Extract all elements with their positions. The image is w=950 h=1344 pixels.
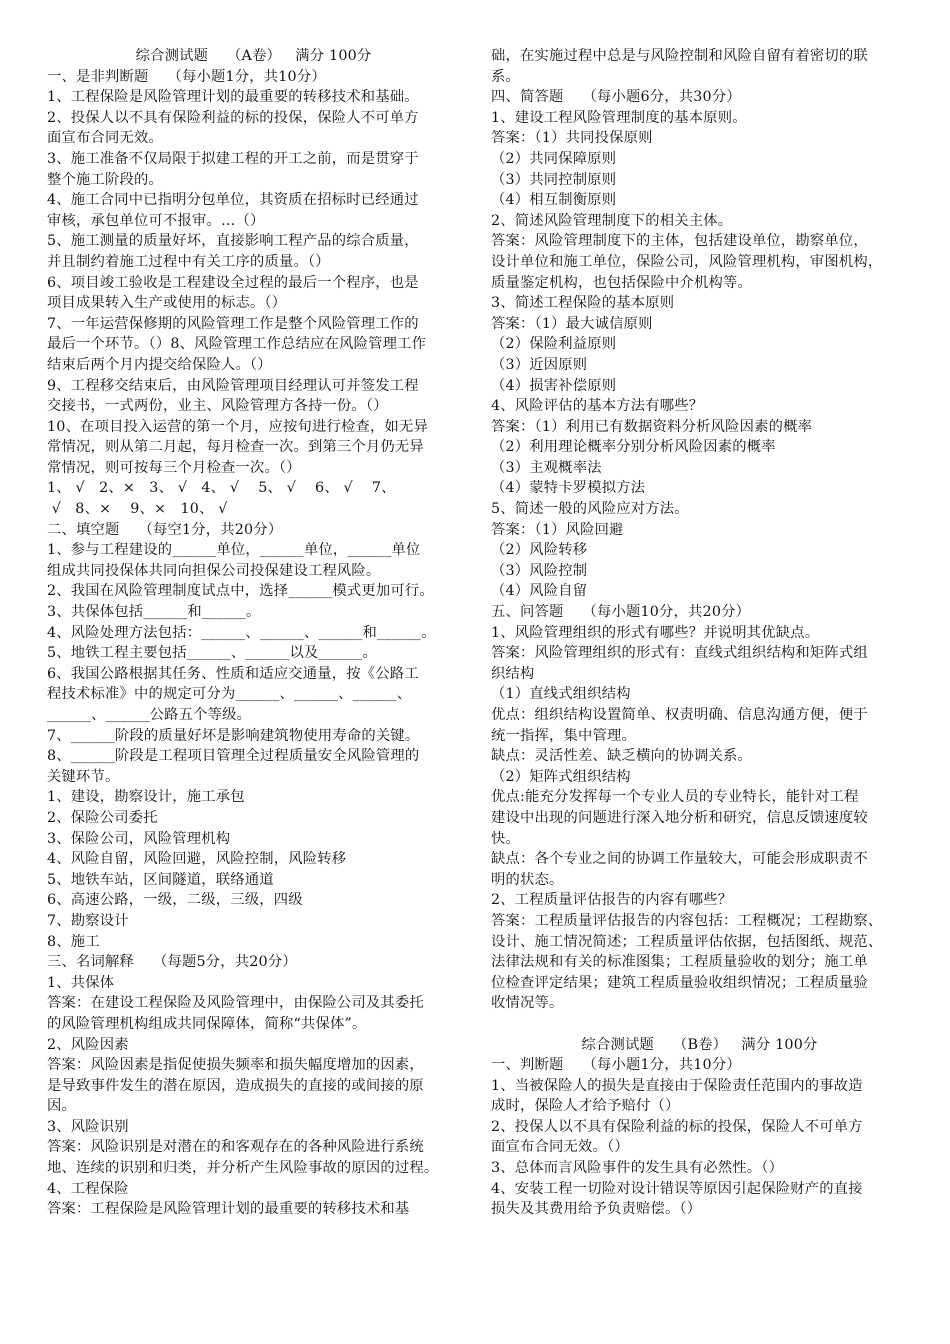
text-line: 答案：（1）风险回避 [491, 521, 624, 538]
text-line: 1、工程保险是风险管理计划的最重要的转移技术和基础。 [47, 89, 419, 106]
text-line: 结束后两个月内提交给保险人。（） [47, 356, 272, 373]
text-line: 3、简述工程保险的基本原则 [491, 295, 675, 312]
right-column [491, 46, 908, 1220]
text-line: 2、保险公司委托 [47, 809, 158, 826]
text-line: （3）近因原则 [491, 356, 588, 373]
text-line: 一、判断题 （每小题1分，共10分） [491, 1057, 741, 1074]
text-line: 2、我国在风险管理制度试点中，选择______模式更加可行。 [47, 583, 434, 600]
text-line: （4）相互制衡原则 [491, 192, 617, 209]
text-line: 答案：风险因素是指促使损失频率和损失幅度增加的因素， [47, 1057, 424, 1074]
text-line: 位检查评定结果；建筑工程质量验收组织情况；工程质量验 [491, 974, 868, 991]
text-line: 答案：风险识别是对潜在的和客观存在的各种风险进行系统 [47, 1139, 424, 1156]
text-line: 项目成果转入生产或使用的标志。（） [47, 295, 287, 312]
text-line: 交接书，一式两份，业主、风险管理方各持一份。（） [47, 398, 388, 415]
text-line: 一、是非判断题 （每小题1分，共10分） [47, 68, 326, 85]
text-line: 答案：（1）共同投保原则 [491, 130, 653, 147]
text-line: 8、施工 [47, 933, 100, 950]
text-line: 优点：组织结构设置简单、权责明确、信息沟通方便，便于 [491, 707, 868, 723]
text-line: 4、安装工程一切险对设计错误等原因引起保险财产的直接 [491, 1180, 863, 1197]
text-line: 5、简述一般的风险应对方法。 [491, 501, 689, 518]
text-line: 缺点：灵活性差、缺乏横向的协调关系。 [491, 748, 752, 765]
text-line: 础，在实施过程中总是与风险控制和风险自留有着密切的联 [491, 48, 868, 64]
text-line: 1、建设工程风险管理制度的基本原则。 [491, 109, 747, 126]
text-line: 答案：工程质量评估报告的内容包括：工程概况；工程勘察、 [491, 912, 883, 929]
text-line: 2、投保人以不具有保险利益的标的投保，保险人不可单方 [47, 109, 419, 126]
text-line: 地、连续的识别和归类，并分析产生风险事故的原因的过程。 [47, 1160, 439, 1177]
text-line: 是导致事件发生的潜在原因，造成损失的直接的或间接的原 [47, 1077, 424, 1094]
text-line: 三、名词解释 （每题5分，共20分） [47, 954, 297, 971]
text-line [491, 1014, 908, 1035]
text-line: 四、简答题 （每小题6分，共30分） [491, 89, 741, 106]
text-line: 2、风险因素 [47, 1036, 129, 1053]
text-line: 1、共保体 [47, 974, 115, 991]
text-line: 常情况，则可按每三个月检查一次。（） [47, 459, 301, 476]
text-line: 并且制约着施工过程中有关工序的质量。（） [47, 253, 330, 270]
text-line: ______、______公路五个等级。 [47, 707, 252, 723]
text-line: 1、 √ 2、× 3、 √ 4、 √ 5、 √ 6、 √ 7、 [47, 480, 396, 497]
text-line: 设计、施工情况简述；工程质量评估依据，包括图纸、规范、 [491, 933, 883, 950]
text-line: （2）保险利益原则 [491, 336, 617, 353]
text-line: （3）风险控制 [491, 562, 588, 579]
text-line: （3）共同控制原则 [491, 171, 617, 188]
text-line: 5、地铁工程主要包括______、______以及______。 [47, 645, 378, 662]
text-line: 五、问答题 （每小题10分，共20分） [491, 604, 751, 621]
text-line: 二、填空题 （每空1分，共20分） [47, 521, 283, 538]
text-line: 损失及其费用给予负责赔偿。（） [491, 1201, 702, 1218]
text-line: 1、参与工程建设的______单位，______单位，______单位 [47, 542, 421, 559]
text-line: 答案：工程保险是风险管理计划的最重要的转移技术和基 [47, 1201, 410, 1218]
text-line: 9、工程移交结束后，由风险管理项目经理认可并签发工程 [47, 377, 419, 394]
text-line: 的风险管理机构组成共同保障体，简称“共保体”。 [47, 1015, 367, 1032]
text-line: 7、一年运营保修期的风险管理工作是整个风险管理工作的 [47, 315, 419, 332]
text-line: 建设中出现的问题进行深入地分析和研究，信息反馈速度较 [491, 809, 868, 826]
text-line: 3、共保体包括______和______。 [47, 604, 261, 621]
text-line: 10、在项目投入运营的第一个月，应按旬进行检查，如无异 [47, 418, 429, 435]
text-line: 6、我国公路根据其任务、性质和适应交通量，按《公路工 [47, 665, 419, 682]
text-line: √ 8、× 9、× 10、 √ [47, 501, 228, 518]
text-line: （2）矩阵式组织结构 [491, 768, 631, 785]
text-line: 质量鉴定机构，也包括保险中介机构等。 [491, 274, 752, 291]
text-line: 面宣布合同无效。（） [491, 1139, 629, 1156]
text-line: 缺点：各个专业之间的协调工作量较大，可能会形成职责不 [491, 851, 868, 868]
text-line: 4、风险自留，风险回避，风险控制，风险转移 [47, 851, 347, 868]
text-line: 系。 [491, 68, 520, 85]
text-line: （1）直线式组织结构 [491, 686, 631, 703]
text-line: 3、总体而言风险事件的发生具有必然性。（） [491, 1160, 784, 1177]
text-line: 2、投保人以不具有保险利益的标的投保，保险人不可单方 [491, 1118, 863, 1135]
text-line: 5、地铁车站，区间隧道，联络通道 [47, 871, 274, 888]
text-line: 收情况等。 [491, 995, 564, 1012]
text-line: 6、高速公路，一级，二级，三级，四级 [47, 892, 303, 909]
text-line: 关键环节。 [47, 768, 120, 785]
text-line: 4、风险评估的基本方法有哪些？ [491, 398, 704, 415]
text-line: （4）风险自留 [491, 583, 588, 600]
text-line: 因。 [47, 1098, 76, 1115]
text-line: 最后一个环节。（）8、风险管理工作总结应在风险管理工作 [47, 336, 427, 353]
text-line: 明的状态。 [491, 871, 564, 888]
text-line: 答案：（1）最大诚信原则 [491, 315, 653, 332]
text-line: 答案：在建设工程保险及风险管理中，由保险公司及其委托 [47, 995, 424, 1012]
text-line: 1、当被保险人的损失是直接由于保险责任范围内的事故造 [491, 1077, 863, 1094]
text-line: （2）风险转移 [491, 542, 588, 559]
text-line: 组成共同投保体共同向担保公司投保建设工程风险。 [47, 562, 381, 579]
text-line: 2、简述风险管理制度下的相关主体。 [491, 212, 733, 229]
text-line: （4）损害补偿原则 [491, 377, 617, 394]
text-line: （4）蒙特卡罗模拟方法 [491, 480, 646, 497]
text-line: 答案：风险管理制度下的主体，包括建设单位，勘察单位， [491, 233, 868, 250]
text-line: 7、勘察设计 [47, 912, 129, 929]
text-line: 织结构 [491, 665, 535, 682]
text-line: （3）主观概率法 [491, 459, 602, 476]
text-line: 整个施工阶段的。 [47, 171, 163, 188]
text-line: 优点:能充分发挥每一个专业人员的专业特长，能针对工程 [491, 789, 859, 806]
text-line: 3、风险识别 [47, 1118, 129, 1135]
text-line: 程技术标准》中的规定可分为______、______、______、 [47, 686, 412, 703]
text-line: 成时，保险人才给予赔付（） [491, 1098, 680, 1115]
text-line: 答案：（1）利用已有数据资料分析风险因素的概率 [491, 418, 813, 435]
text-line: 3、保险公司，风险管理机构 [47, 830, 231, 847]
text-line: 快。 [491, 830, 520, 847]
text-line: 常情况，则从第二月起，每月检查一次。到第三个月仍无异 [47, 439, 424, 456]
text-line: 4、工程保险 [47, 1180, 129, 1197]
text-line: （2）共同保障原则 [491, 150, 617, 167]
text-line: 答案：风险管理组织的形式有：直线式组织结构和矩阵式组 [491, 645, 868, 662]
text-line: 统一指挥，集中管理。 [491, 727, 636, 744]
text-line: 3、施工准备不仅局限于拟建工程的开工之前，而是贯穿于 [47, 150, 419, 167]
text-line: 6、项目竣工验收是工程建设全过程的最后一个程序，也是 [47, 274, 419, 291]
text-line: 4、风险处理方法包括：______、______、______和______。 [47, 624, 436, 641]
text-line: 4、施工合同中已指明分包单位，其资质在招标时已经通过 [47, 192, 419, 209]
text-line: 法律法规和有关的标准图集；工程质量验收的划分；施工单 [491, 954, 868, 971]
text-line: 面宣布合同无效。 [47, 130, 163, 147]
text-line: 设计单位和施工单位，保险公司，风险管理机构，审图机构， [491, 253, 883, 270]
text-line: 5、施工测量的质量好坏，直接影响工程产品的综合质量， [47, 233, 419, 250]
text-line: 2、工程质量评估报告的内容有哪些？ [491, 892, 733, 909]
text-line: 1、建设，勘察设计，施工承包 [47, 789, 245, 806]
text-line: 1、风险管理组织的形式有哪些？并说明其优缺点。 [491, 624, 820, 641]
exam-title: 综合测试题 （A卷） 满分 100分 [135, 48, 372, 64]
exam-title: 综合测试题 （B卷） 满分 100分 [581, 1036, 818, 1053]
text-line: （2）利用理论概率分别分析风险因素的概率 [491, 439, 776, 456]
text-line: 8、______阶段是工程项目管理全过程质量安全风险管理的 [47, 748, 420, 765]
left-column [47, 46, 460, 1220]
text-line: 7、______阶段的质量好坏是影响建筑物使用寿命的关键。 [47, 727, 420, 744]
text-line: 审核，承包单位可不报审。…（） [47, 212, 265, 229]
